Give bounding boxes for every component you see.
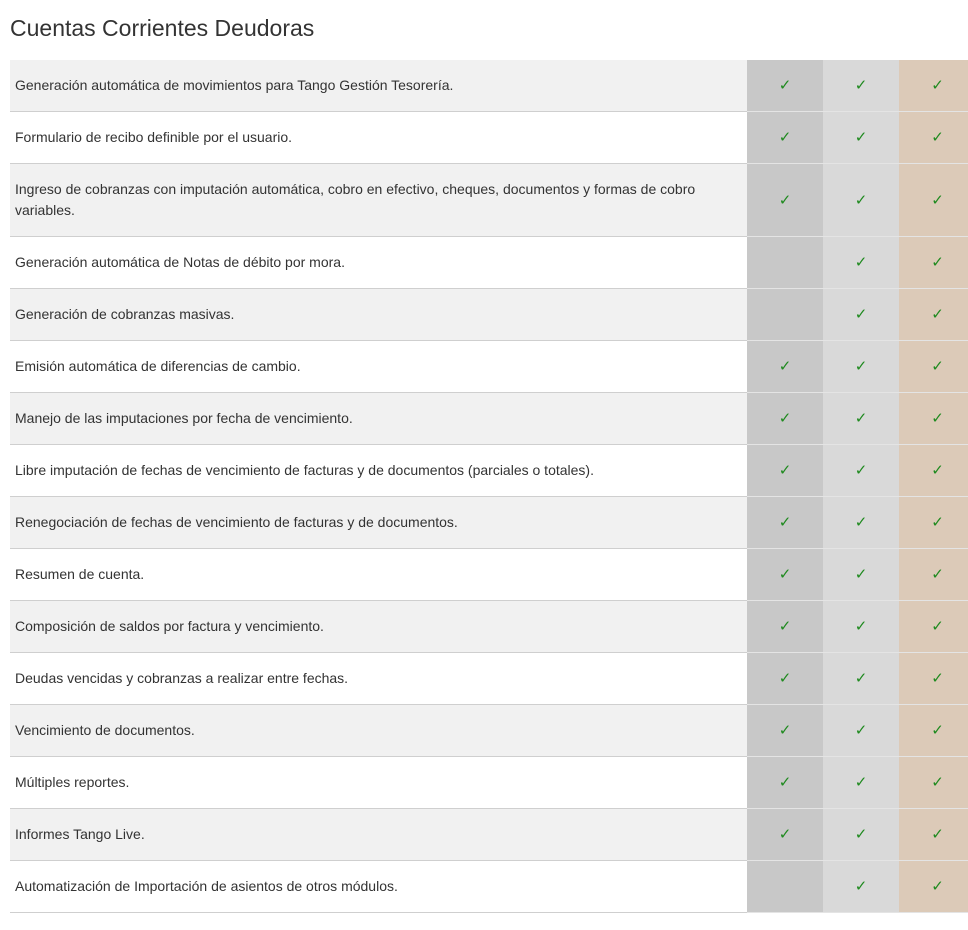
table-row xyxy=(10,549,968,601)
feature-description: Deudas vencidas y cobranzas a realizar entre fechas. xyxy=(10,653,747,705)
check-icon: ✓ xyxy=(931,128,944,146)
check-icon: ✓ xyxy=(854,409,868,427)
table-row xyxy=(10,809,968,861)
edition-3-cell xyxy=(899,60,968,112)
table-row xyxy=(10,601,968,653)
features-table-body xyxy=(10,60,968,913)
edition-1-cell xyxy=(747,237,823,289)
table-row xyxy=(10,60,968,112)
table-row xyxy=(10,705,968,757)
check-icon: ✓ xyxy=(931,825,944,843)
check-icon: ✓ xyxy=(854,190,868,209)
feature-description: Libre imputación de fechas de vencimiento de facturas y de documentos (parciales o totales). xyxy=(10,445,747,497)
table-row xyxy=(10,164,968,237)
feature-description: Generación automática de movimientos para Tango Gestión Tesorería. xyxy=(10,60,747,112)
edition-1-cell xyxy=(747,861,823,913)
edition-1-cell xyxy=(747,705,823,757)
edition-3-cell xyxy=(899,601,968,653)
table-row xyxy=(10,237,968,289)
check-icon: ✓ xyxy=(931,76,944,94)
edition-1-cell xyxy=(747,809,823,861)
edition-1-cell xyxy=(747,497,823,549)
features-table xyxy=(10,60,968,913)
check-icon: ✓ xyxy=(778,721,792,739)
check-icon: ✓ xyxy=(778,669,792,687)
check-icon: ✓ xyxy=(931,617,944,635)
feature-description: Generación automática de Notas de débito por mora. xyxy=(10,237,747,289)
check-icon: ✓ xyxy=(778,825,792,843)
table-row xyxy=(10,445,968,497)
check-icon: ✓ xyxy=(931,461,944,479)
page-title: Cuentas Corrientes Deudoras xyxy=(10,15,315,41)
feature-description: Ingreso de cobranzas con imputación automática, cobro en efectivo, cheques, documentos y formas de cobro variables. xyxy=(10,164,747,237)
edition-2-cell xyxy=(823,861,899,913)
table-row xyxy=(10,861,968,913)
check-icon: ✓ xyxy=(931,513,944,531)
check-icon: ✓ xyxy=(931,773,944,791)
check-icon: ✓ xyxy=(854,565,868,583)
edition-3-cell xyxy=(899,861,968,913)
edition-3-cell xyxy=(899,809,968,861)
check-icon: ✓ xyxy=(854,357,868,375)
edition-1-cell xyxy=(747,393,823,445)
check-icon: ✓ xyxy=(778,773,792,791)
feature-description: Resumen de cuenta. xyxy=(10,549,747,601)
feature-description: Múltiples reportes. xyxy=(10,757,747,809)
edition-1-cell xyxy=(747,653,823,705)
edition-2-cell xyxy=(823,497,899,549)
check-icon: ✓ xyxy=(854,513,868,531)
edition-1-cell xyxy=(747,601,823,653)
check-icon: ✓ xyxy=(778,461,792,479)
check-icon: ✓ xyxy=(931,877,944,895)
check-icon: ✓ xyxy=(931,253,944,271)
feature-description: Composición de saldos por factura y vencimiento. xyxy=(10,601,747,653)
check-icon: ✓ xyxy=(778,190,792,209)
edition-2-cell xyxy=(823,112,899,164)
edition-2-cell xyxy=(823,653,899,705)
edition-3-cell xyxy=(899,705,968,757)
check-icon: ✓ xyxy=(854,461,868,479)
check-icon: ✓ xyxy=(931,190,944,209)
edition-2-cell xyxy=(823,60,899,112)
check-icon: ✓ xyxy=(778,513,792,531)
feature-description: Automatización de Importación de asientos de otros módulos. xyxy=(10,861,747,913)
feature-description: Vencimiento de documentos. xyxy=(10,705,747,757)
edition-3-cell xyxy=(899,164,968,237)
edition-1-cell xyxy=(747,341,823,393)
edition-2-cell xyxy=(823,164,899,237)
table-row xyxy=(10,497,968,549)
edition-2-cell xyxy=(823,289,899,341)
check-icon: ✓ xyxy=(854,721,868,739)
edition-2-cell xyxy=(823,341,899,393)
edition-1-cell xyxy=(747,445,823,497)
check-icon: ✓ xyxy=(778,357,792,375)
feature-description: Renegociación de fechas de vencimiento de facturas y de documentos. xyxy=(10,497,747,549)
edition-3-cell xyxy=(899,757,968,809)
check-icon: ✓ xyxy=(931,305,944,323)
check-icon: ✓ xyxy=(854,669,868,687)
edition-2-cell xyxy=(823,809,899,861)
check-icon: ✓ xyxy=(854,253,868,271)
edition-1-cell xyxy=(747,60,823,112)
feature-description: Emisión automática de diferencias de cambio. xyxy=(10,341,747,393)
check-icon: ✓ xyxy=(931,409,944,427)
table-row xyxy=(10,289,968,341)
check-icon: ✓ xyxy=(778,409,792,427)
edition-2-cell xyxy=(823,549,899,601)
edition-3-cell xyxy=(899,549,968,601)
edition-3-cell xyxy=(899,289,968,341)
check-icon: ✓ xyxy=(854,305,868,323)
feature-description: Informes Tango Live. xyxy=(10,809,747,861)
check-icon: ✓ xyxy=(854,617,868,635)
edition-1-cell xyxy=(747,549,823,601)
check-icon: ✓ xyxy=(931,721,944,739)
table-row xyxy=(10,653,968,705)
edition-1-cell xyxy=(747,112,823,164)
edition-1-cell xyxy=(747,757,823,809)
check-icon: ✓ xyxy=(778,128,792,146)
edition-3-cell xyxy=(899,445,968,497)
check-icon: ✓ xyxy=(854,773,868,791)
edition-3-cell xyxy=(899,237,968,289)
edition-1-cell xyxy=(747,289,823,341)
check-icon: ✓ xyxy=(778,76,792,94)
feature-description: Generación de cobranzas masivas. xyxy=(10,289,747,341)
check-icon: ✓ xyxy=(854,76,868,94)
edition-2-cell xyxy=(823,705,899,757)
check-icon: ✓ xyxy=(854,825,868,843)
check-icon: ✓ xyxy=(778,617,792,635)
check-icon: ✓ xyxy=(931,357,944,375)
edition-1-cell xyxy=(747,164,823,237)
feature-description: Manejo de las imputaciones por fecha de vencimiento. xyxy=(10,393,747,445)
check-icon: ✓ xyxy=(854,877,868,895)
edition-3-cell xyxy=(899,112,968,164)
edition-2-cell xyxy=(823,393,899,445)
edition-3-cell xyxy=(899,393,968,445)
check-icon: ✓ xyxy=(931,565,944,583)
feature-description: Formulario de recibo definible por el usuario. xyxy=(10,112,747,164)
edition-3-cell xyxy=(899,341,968,393)
check-icon: ✓ xyxy=(931,669,944,687)
table-row xyxy=(10,757,968,809)
edition-3-cell xyxy=(899,497,968,549)
edition-2-cell xyxy=(823,601,899,653)
edition-2-cell xyxy=(823,445,899,497)
edition-3-cell xyxy=(899,653,968,705)
table-row xyxy=(10,393,968,445)
table-row xyxy=(10,112,968,164)
edition-2-cell xyxy=(823,237,899,289)
check-icon: ✓ xyxy=(778,565,792,583)
table-row xyxy=(10,341,968,393)
edition-2-cell xyxy=(823,757,899,809)
check-icon: ✓ xyxy=(854,128,868,146)
